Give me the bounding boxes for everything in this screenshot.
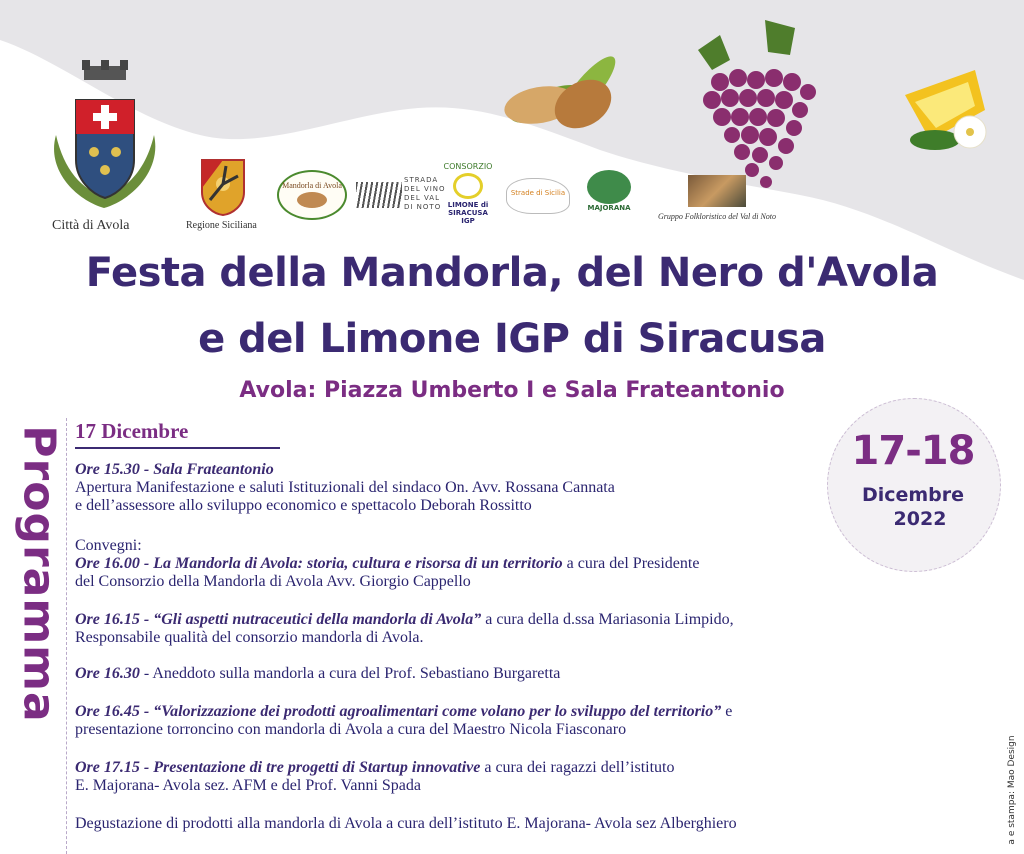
majorana-logo [584,170,634,212]
date-month: Dicembre [861,484,965,506]
gruppo-caption: Gruppo Folkloristico del Val di Noto [658,212,776,221]
event-5-rest: e [721,703,733,720]
consorzio-line-3: IGP [461,217,475,225]
strada-line-3: DEL VAL [404,194,440,202]
event-1 [75,461,955,515]
event-1-time: Ore 15.30 - Sala Frateantonio [75,461,274,478]
design-credit-text: a e stampa: Mao Design [1007,735,1017,845]
strada-vino-text [404,176,446,212]
day-underline [75,447,280,449]
event-2 [75,537,955,591]
event-3 [75,611,955,647]
city-caption: Città di Avola [52,218,130,233]
event-4-rest: - Aneddoto sulla mandorla a cura del Prof. Sebastiano Burgaretta [139,665,561,682]
regione-siciliana-logo [200,158,246,216]
consorzio-line-2: SIRACUSA [448,209,488,217]
event-3-line-2: Responsabile qualità del consorzio mandorla di Avola. [75,629,424,646]
avola-crest-logo [46,60,164,216]
region-caption: Regione Siciliana [186,220,257,231]
event-6 [75,759,955,795]
event-2-title: Ore 16.00 - La Mandorla di Avola: storia, cultura e risorsa di un territorio [75,555,563,572]
event-4-time: Ore 16.30 [75,665,140,682]
event-3-title: Ore 16.15 - “Gli aspetti nutraceutici della mandorla di Avola” [75,611,482,628]
consorzio-limone-logo [442,162,494,225]
event-6-title: Ore 17.15 - Presentazione di tre progetti di Startup innovative [75,759,481,776]
event-2-line-2: del Consorzio della Mandorla di Avola Avv. Giorgio Cappello [75,573,471,590]
event-1-line-2: e dell’assessore allo sviluppo economico e spettacolo Deborah Rossitto [75,497,532,514]
event-5-title: Ore 16.45 - “Valorizzazione dei prodotti agroalimentari come volano per lo sviluppo del territorio” [75,703,722,720]
majorana-emblem [587,170,631,204]
strada-vino-logo [356,182,402,208]
consorzio-line-1: LIMONE di [447,201,489,209]
event-6-line-2: E. Majorana- Avola sez. AFM e del Prof. Vanni Spada [75,777,422,794]
gruppo-folk-photo [688,175,746,207]
majorana-text: MAJORANA [587,204,631,212]
design-credit [1000,726,1024,854]
event-7-text: Degustazione di prodotti alla mandorla di Avola a cura dell’istituto E. Majorana- Avola sez Alberghiero [75,815,737,832]
event-5-line-2: presentazione torroncino con mandorla di Avola a cura del Maestro Nicola Fiasconaro [75,721,627,738]
event-3-rest: a cura della d.ssa Mariasonia Limpido, [481,611,734,628]
event-7 [75,815,955,833]
venue-subtitle: Avola: Piazza Umberto I e Sala Frateantonio [239,378,785,403]
event-5 [75,703,955,739]
event-6-rest: a cura dei ragazzi dell’istituto [480,759,675,776]
mandorla-logo [277,170,347,220]
event-4 [75,665,955,683]
program-divider [66,418,67,854]
convegni-label: Convegni: [75,537,142,554]
lemon-icon [453,173,483,199]
strada-line-1: STRADA [404,176,439,184]
programma-side-label [13,425,65,723]
date-days: 17-18 [851,428,975,474]
programma-text: Programma [13,425,65,723]
strada-line-4: DI NOTO [404,203,442,211]
consorzio-top: CONSORZIO [443,162,493,171]
title-line-2: e del Limone IGP di Siracusa [198,316,826,362]
title-line-1: Festa della Mandorla, del Nero d'Avola [85,250,939,296]
event-2-rest: a cura del Presidente [562,555,700,572]
mandorla-logo-text: Mandorla di Avola [282,181,342,190]
day-heading: 17 Dicembre [75,419,189,443]
strade-sicilia-logo [506,178,570,214]
event-1-line-1: Apertura Manifestazione e saluti Istituzionali del sindaco On. Avv. Rossana Cannata [75,479,615,496]
strade-sicilia-text: Strade di Sicilia [510,189,566,197]
date-year: 2022 [893,508,947,530]
strada-line-2: DEL VINO [404,185,446,193]
